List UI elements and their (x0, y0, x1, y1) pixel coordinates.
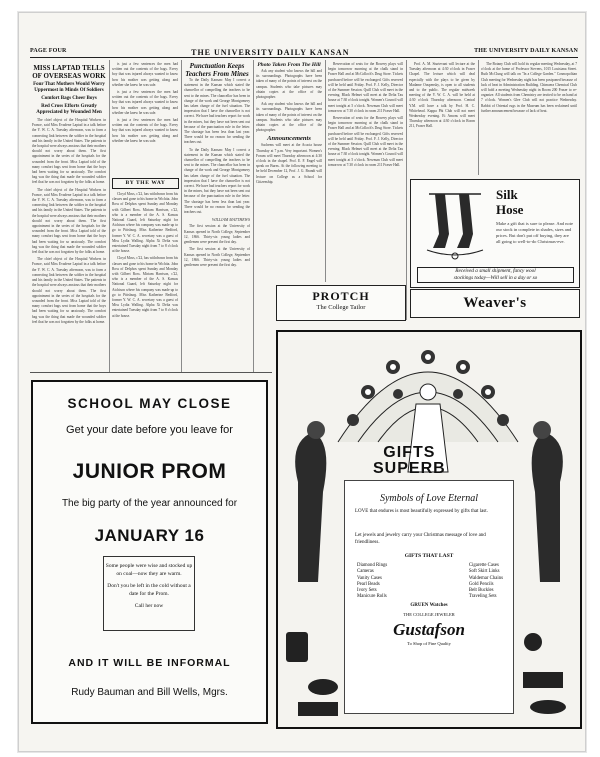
ad-notice-box (417, 267, 574, 283)
weavers-advertisement: Weaver's (410, 289, 580, 318)
notice-body: Prof. A. M. Sturtevant will lecture at the Tuesday afternoon at 4:30 o'clock in Fraser Chapel. The lecture which will deal especially with the plays to be given by Madame Ouspensky, is open to all students and to the public. The regular midweek meeting of the Y. W. C. A. will be held at 4:30 o'clock Thursday afternoon. Central Y.M. will have a talk by Prof. H. C. Whitehead. Kappa Phi Club will not meet Wednesday evening. Et Amons will meet Thursday afternoon at 4:30 o'clock in Room 211, Fraser Hall. (409, 62, 475, 129)
article-column-3 (184, 62, 250, 370)
ad-name: PROTCH (312, 289, 370, 303)
article-body: Cloyd Moss, c'22, has withdrawn from his classes and gone to his home in Wichita. John Ross of Delphos spent Sunday and Monday with Gilbert Ross. Miriam Harrison, c'22, who is a member of the A. S. Kansas National Guard, left Saturday night for Atchison where his company was made up to go to Pittsburg. Miss Katherine Bedford, former Y. W. C. A. secretary was a guest of Miss Lydia Walling. Alpha Xi Delta was entertained Tuesday night from 7 to 8 o'clock at the house. (112, 192, 178, 254)
article-column-7 (481, 62, 577, 174)
by-the-way-heading: BY THE WAY (112, 178, 179, 189)
stockings-illustration-icon (419, 186, 491, 264)
gift-item: Ivory Sets (357, 588, 377, 594)
gift-item: Gold Pencils (468, 581, 494, 587)
article-body: is just a few sentences the men had written out the contents of the bags. Every boy that was injured always wanted to know how his mother was getting along and whether she knew he was safe. (112, 118, 178, 143)
ad-jeweler: THE COLLEGE JEWELER (403, 612, 455, 617)
article-body: The chief object of the Hospital Workers in France, said Miss Evadene Laptad in a talk before the Y. W. C. A. Tuesday afternoon, was to form a connecting link between the soldier in the hospital and his family in the United States. The patients in the hospital were always anxious that their mothers should not worry about them. The first appointment in the series of the hospitals for the wounded from the front. Miss Laptad told of the many comfort bags sent from home that the boys had been waiting for so anxiously. The comfort bag was the thing that made the wounded soldier feel that he was not forgotten by the folks at home. (32, 118, 106, 185)
ad-banner (373, 445, 446, 477)
article-body: is just a few sentences the men had written out the contents of the bags. Every boy that was injured always wanted to know how his mother was getting along and whether she knew he was safe. (112, 62, 178, 87)
ad-banner-line: GIFTS (383, 444, 436, 461)
ad-event-title: JUNIOR PROM (72, 460, 227, 483)
article-body: The first session at the University of Kansas opened in North College, September 12, 1866. Thirty-six young ladies and gentlemen were present the first day. (184, 247, 250, 267)
ad-copy-box (344, 480, 514, 714)
protch-advertisement (276, 285, 406, 321)
gift-item: Waldemar Chains (468, 575, 503, 581)
article-signature: WILLIAM MATTHEWS (212, 217, 250, 223)
column-rule (253, 60, 254, 372)
notice-body: The Botany Club will hold its regular meeting Wednesday, at 7 o'clock at the home of Professor Stevens, 1015 Louisiana Street. Ruth McClung will talk on "In a College Garden." Cosmopolitan Club meeting for Wednesday night has been postponed because of lack of heat in Administration Building. Chimaera Chemical Club will hold a meeting Wednesday night in Room 200 Fraser to re-organize. All students from Chemistry are invited to be on hand at 7 o'clock. Women's Glee Club will not practice Wednesday. Rabbit of Oriental rugs in the Museum has been reclaimed until further announcement because of lack of heat. (481, 62, 577, 113)
ad-notice-line: stockings today—Will sell in a day or so (453, 275, 538, 281)
gift-item: Belt Buckles (468, 588, 494, 594)
article-body: The chief object of the Hospital Workers in France, said Miss Evadene Laptad in a talk before the Y. W. C. A. Tuesday afternoon, was to form a connecting link between the soldier in the hospital and his family in the United States. The patients in the hospital were always anxious that their mothers should not worry about them. The first appointment in the series of the hospitals for the wounded from the front. Miss Laptad told of the many comfort bags sent from home that the boys had been waiting for so anxiously. The comfort bag was the thing that made the wounded soldier feel that he was not forgotten by the folks at home. (32, 187, 106, 255)
column-rule (325, 60, 326, 282)
gift-item: Manicure Rolls (357, 594, 387, 600)
ad-tagline: To Shop of Fine Quality (407, 641, 451, 646)
gift-item: Cameras (357, 569, 374, 575)
article-body: Ask any student who knows the hill and its surroundings. Photographs have been taken of many of the points of interest on the campus. Students who take pictures may obtain copies at the office of the photographer. (256, 102, 322, 133)
gift-item: Soft Skirt Links (468, 569, 500, 575)
ad-banner-line: SUPERB (373, 460, 446, 477)
header-right: THE UNIVERSITY DAILY KANSAN (474, 48, 578, 54)
announcements-heading: Announcements (267, 135, 311, 143)
ad-subtitle: The College Tailor (316, 304, 366, 311)
article-headline: MISS LAPTAD TELLS OF OVERSEAS WORK (32, 64, 106, 80)
header-left: PAGE FOUR (30, 48, 67, 54)
article-headline: Photo Taken From The Hill (257, 62, 321, 68)
notice-body: Reservation of seats for the Bowery plays will begin tomorrow morning at the chalk stand in Fraser Hall and at McColloch's Drug Store. Tickets purchased before will be exchanged. Gifts reserved will be held until Friday. Prof. F. J. Kelly, Director of the Summer Session. Quill Club will meet in the evening. Black Helmet will meet at the Delta Tau house at 7:30 o'clock tonight. Women's Council will meet tonight at 5 o'clock. Newman Club will meet tomorrow at 7:30 o'clock in room 211 Fraser Hall. (328, 62, 403, 113)
article-column-1 (32, 62, 106, 370)
article-column-6 (409, 62, 475, 174)
article-body: Ask any student who knows the hill and its surroundings. Photographs have been taken of many of the points of interest on the campus. Students who take pictures may obtain copies at the office of the photographer. (256, 69, 322, 100)
gift-list (357, 563, 503, 601)
gift-item: Pearl Beads (357, 581, 380, 587)
gift-list-title: GIFTS THAT LAST (404, 553, 454, 559)
notice-body: Reservation of seats for the Bowery plays will begin tomorrow morning at the chalk stand in Fraser Hall and at McColloch's Drug Store. Tickets purchased before will be exchanged. Gifts reserved will be held until Friday. Prof. F. J. Kelly, Director of the Summer Session. Quill Club will meet in the evening. Black Helmet will meet at the Delta Tau house at 7:30 o'clock tonight. Women's Council will meet tonight at 5 o'clock. Newman Club will meet tomorrow at 7:30 o'clock in room 211 Fraser Hall. (328, 116, 403, 167)
silk-hose-advertisement (410, 179, 580, 288)
gift-item: Traveling Sets (468, 594, 497, 600)
gift-item: Vanity Cases (357, 575, 382, 581)
gift-item: Cigarette Cases (468, 563, 499, 568)
article-column-2b (112, 192, 178, 370)
ad-informal-line: AND IT WILL BE INFORMAL (68, 657, 231, 669)
article-body: Cloyd Moss, c'22, has withdrawn from his classes and gone to his home in Wichita. John Ross of Delphos spent Sunday and Monday with Gilbert Ross. Miriam Harrison, c'22, who is a member of the A. S. Kansas National Guard, left Saturday night for Atchison where his company was made up to go to Pittsburg. Miss Katherine Bedford, former Y. W. C. A. secretary was a guest of Miss Lydia Walling. Alpha Xi Delta was entertained Tuesday night from 7 to 8 o'clock at the house. (112, 256, 178, 318)
ad-watches: GRUEN Watches (410, 603, 448, 608)
ad-heading: Symbols of Love Eternal (379, 493, 479, 504)
ad-text: LOVE that endures is most beautifully expressed by gifts that last. (355, 509, 488, 514)
ad-text: Get your date before you leave for (66, 424, 233, 436)
ad-inset-text: Some people were wise and stocked up on coal—now they are warm. (105, 563, 193, 577)
article-column-5 (328, 62, 403, 280)
article-body: The first session at the University of Kansas opened in North College, September 12, 1866. Thirty-six young ladies and gentlemen were present the first day. (184, 224, 250, 245)
article-deck: Red Cross Efforts Greatly Appreciated by Wounded Men (36, 104, 102, 115)
article-column-2 (112, 62, 178, 174)
article-body: To the Daily Kansan: May I correct a statement in the Kansan which stated the chancellor of compelling the teachers to be sent to the mines. The chancellor has been in charge of the work and George Montgomery has taken charge of the fuel situation. The impression that I have the chancellor is not correct. We have had teachers report for work in the mines, but they have not been sent out because of the punctuation rule in the letter. The shortage has been less than last year. There would be no reason for sending the teachers out. (184, 78, 250, 145)
ad-inset-text: Don't you be left in the cold without a date for the Prom. (107, 583, 191, 597)
article-column-4 (256, 62, 322, 280)
announcements-body: Sachems will meet at the Acacia house Thursday at 7 p.m. Very important. Women's Forum will meet Thursday afternoon at 4:30 o'clock in the chapel. Prof. E. F. Engel will speak on Burns. At the following meeting to be held December 12, Prof. J. G. Brandt will lecture on College as a School for Citizenship. (256, 143, 322, 184)
gustafson-gifts-advertisement (276, 330, 582, 729)
ad-title-line: Silk (496, 187, 518, 202)
header-rule (30, 57, 578, 58)
section-rule (30, 372, 272, 373)
ad-inset-text: Call her now (134, 603, 164, 609)
column-rule (109, 60, 110, 372)
article-body: To the Daily Kansan: May I correct a statement in the Kansan which stated the chancellor of compelling the teachers to be sent to the mines. The chancellor has been in charge of the work and George Montgomery has taken charge of the fuel situation. The impression that I have the chancellor is not correct. We have had teachers report for work in the mines, but they have not been sent out because of the punctuation rule in the letter. The shortage has been less than last year. There would be no reason for sending the teachers out. (184, 147, 250, 215)
ad-title-line: Hose (496, 202, 524, 217)
column-rule (181, 60, 182, 372)
ad-text: Make a gift that is sure to please. And note our stock in complete in shades, sizes and prices. But don't put off buying, they are all going to well-to-do Christmas-eve. (496, 221, 573, 244)
page-header (30, 48, 578, 57)
header-masthead: THE UNIVERSITY DAILY KANSAN (191, 48, 350, 57)
article-deck: Four That Mothers Would Worry Uppermost in Minds Of Soldiers (33, 82, 105, 93)
ad-inset-box (103, 556, 195, 631)
ad-date: JANUARY 16 (94, 526, 205, 545)
ad-title (496, 187, 523, 217)
ad-text: The big party of the year announced for (61, 498, 238, 509)
column-rule (478, 60, 479, 175)
gift-list-right (469, 563, 503, 601)
article-body: is just a few sentences the men had written out the contents of the bags. Every boy that was injured always wanted to know how his mother was getting along and whether she knew he was safe. (112, 90, 178, 115)
ad-managers: Rudy Bauman and Bill Wells, Mgrs. (71, 687, 228, 698)
junior-prom-advertisement (31, 380, 268, 724)
gift-list-left (357, 563, 387, 601)
ad-store-name: Gustafson (393, 620, 465, 639)
article-body: The chief object of the Hospital Workers in France, said Miss Evadene Laptad in a talk before the Y. W. C. A. Tuesday afternoon, was to form a connecting link between the soldier in the hospital and his family in the United States. The patients in the hospital were always anxious that their mothers should not worry about them. The first appointment in the series of the hospitals for the wounded from the front. Miss Laptad told of the many comfort bags sent from home that the boys had been waiting for so anxiously. The comfort bag was the thing that made the wounded soldier feel that he was not forgotten by the folks at home. (32, 257, 106, 324)
article-headline: Punctuation Keeps Teachers From Mines (185, 62, 249, 78)
ad-notice-line: Received a small shipment, fancy wool (455, 268, 536, 274)
column-rule (406, 60, 407, 320)
article-deck: Comfort Bags Cheer Boys (41, 96, 97, 101)
ad-text: Let jewels and jewelry carry your Christmas message of love and friendliness. (355, 533, 486, 545)
ad-headline: SCHOOL MAY CLOSE (67, 396, 232, 411)
gift-item: Diamond Rings (357, 563, 388, 568)
